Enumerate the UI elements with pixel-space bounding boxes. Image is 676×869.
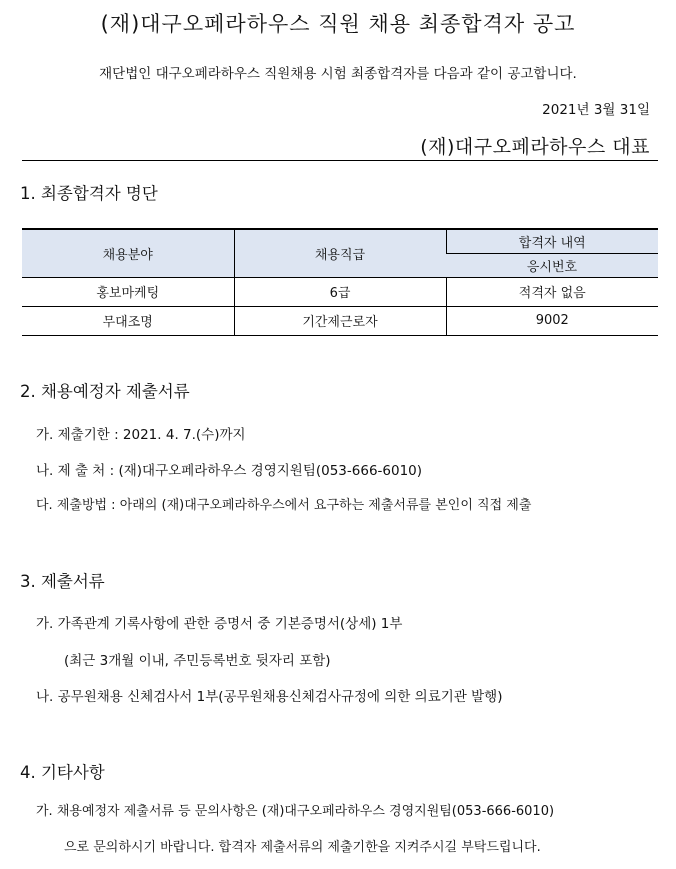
section2-item: 가. 제출기한 : 2021. 4. 7.(수)까지 xyxy=(36,427,246,443)
cell-number: 9002 xyxy=(446,306,658,335)
section2-item: 다. 제출방법 : 아래의 (재)대구오페라하우스에서 요구하는 제출서류를 본인이 직접 제출 xyxy=(36,498,532,513)
cell-grade: 기간제근로자 xyxy=(234,306,446,335)
section1-heading: 1. 최종합격자 명단 xyxy=(20,184,158,203)
cell-field: 홍보마케팅 xyxy=(22,277,234,306)
section3-item: 가. 가족관계 기록사항에 관한 증명서 중 기본증명서(상세) 1부 xyxy=(36,616,403,632)
section3-heading: 3. 제출서류 xyxy=(20,572,105,591)
issuer-underline xyxy=(22,160,658,161)
header-number: 응시번호 xyxy=(446,253,658,277)
section3-item: 나. 공무원채용 신체검사서 1부(공무원채용신체검사규정에 의한 의료기관 발행) xyxy=(36,689,503,705)
cell-grade: 6급 xyxy=(234,277,446,306)
notice-date: 2021년 3월 31일 xyxy=(542,102,650,118)
table-row xyxy=(22,277,658,306)
section4-item: 가. 채용예정자 제출서류 등 문의사항은 (재)대구오페라하우스 경영지원팀(053-666-6010) xyxy=(36,804,555,819)
section3-item-note: (최근 3개월 이내, 주민등록번호 뒷자리 포함) xyxy=(64,653,331,669)
final-candidates-table xyxy=(22,228,658,336)
section2-heading: 2. 채용예정자 제출서류 xyxy=(20,382,190,401)
section4-item-continued: 으로 문의하시기 바랍니다. 합격자 제출서류의 제출기한을 지켜주시길 부탁드립니다. xyxy=(64,840,541,855)
table-row xyxy=(22,306,658,335)
header-field: 채용분야 xyxy=(22,229,234,277)
header-grade: 채용직급 xyxy=(234,229,446,277)
cell-field: 무대조명 xyxy=(22,306,234,335)
cell-number: 적격자 없음 xyxy=(446,277,658,306)
section4-heading: 4. 기타사항 xyxy=(20,763,105,782)
section2-item: 나. 제 출 처 : (재)대구오페라하우스 경영지원팀(053-666-6010) xyxy=(36,463,423,479)
notice-intro: 재단법인 대구오페라하우스 직원채용 시험 최종합격자를 다음과 같이 공고합니다. xyxy=(99,66,577,82)
issuer-name: (재)대구오페라하우스 대표 xyxy=(420,136,650,158)
notice-title: (재)대구오페라하우스 직원 채용 최종합격자 공고 xyxy=(100,12,576,36)
header-result: 합격자 내역 xyxy=(446,229,658,253)
